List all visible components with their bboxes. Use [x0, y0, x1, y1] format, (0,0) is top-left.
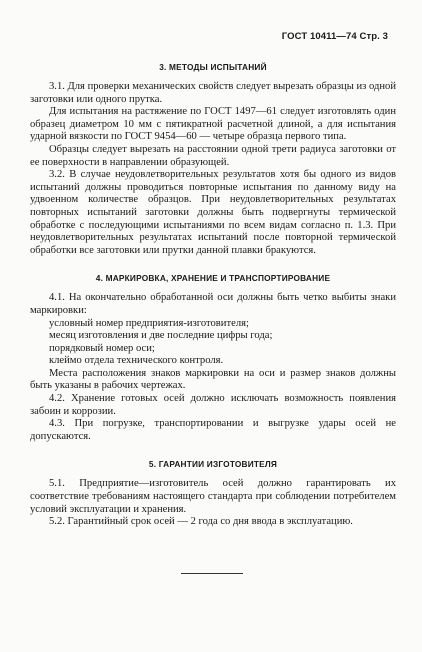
section-title: 4. МАРКИРОВКА, ХРАНЕНИЕ И ТРАНСПОРТИРОВАНИЕ [95, 273, 331, 284]
list-item: клеймо отдела технического контроля. [49, 355, 224, 367]
page-header: ГОСТ 10411—74 Стр. 3 [281, 31, 388, 42]
section-manufacturer-warranty [30, 459, 396, 528]
paragraph: Образцы следует вырезать на расстоянии одной трети радиуса заготовки от ее поверхности в направлении образующей. [30, 143, 396, 168]
paragraph: 4.1. На окончательно обработанной оси должны быть четко выбиты знаки маркировки: [30, 292, 396, 316]
paragraph: Для испытания на растяжение по ГОСТ 1497—61 следует изготовлять один образец диаметром 10 мм с пятикратной расчетной длиной, а для испытания ударной вязкости по ГОСТ 9454—60 — четыре образца первого типа. [30, 106, 396, 143]
paragraph: 5.2. Гарантийный срок осей — 2 года со дня ввода в эксплуатацию. [49, 516, 353, 528]
paragraph: Места расположения знаков маркировки на оси и размер знаков должны быть указаны в рабочих чертежах. [30, 367, 396, 392]
paragraph: 3.1. Для проверки механических свойств следует вырезать образцы из одной заготовки или одного прутка. [30, 81, 396, 105]
section-marking-storage-transport [30, 273, 396, 443]
section-title: 5. ГАРАНТИИ ИЗГОТОВИТЕЛЯ [148, 459, 278, 470]
list-item: месяц изготовления и две последние цифры года; [49, 330, 273, 342]
paragraph: 3.2. В случае неудовлетворительных результатов хотя бы одного из видов испытаний должны проводиться повторные испытания по данному виду на удвоенном количестве образцов. При неудовлетворительных результатах повторных испытаний заготовки должны быть подвергнуты термической обработке с последующими испытаниями по всем видам согласно п. 1.3. При неудовлетворительных результатах испытаний после повторной термической обработки все заготовки или прутки данной плавки бракуются. [30, 169, 396, 256]
list-item: условный номер предприятия-изготовителя; [49, 317, 249, 329]
end-divider [181, 573, 243, 574]
paragraph: 5.1. Предприятие—изготовитель осей должно гарантировать их соответствие требованиям настоящего стандарта при соблюдении потребителем условий эксплуатации и хранения. [30, 478, 396, 515]
paragraph: 4.2. Хранение готовых осей должно исключать возможность появления забоин и коррозии. [30, 393, 396, 417]
section-test-methods [30, 62, 396, 257]
paragraph: 4.3. При погрузке, транспортировании и выгрузке удары осей не допускаются. [30, 418, 396, 442]
list-item: порядковый номер оси; [49, 342, 155, 354]
document-body [30, 62, 396, 545]
section-title: 3. МЕТОДЫ ИСПЫТАНИЙ [159, 62, 267, 72]
